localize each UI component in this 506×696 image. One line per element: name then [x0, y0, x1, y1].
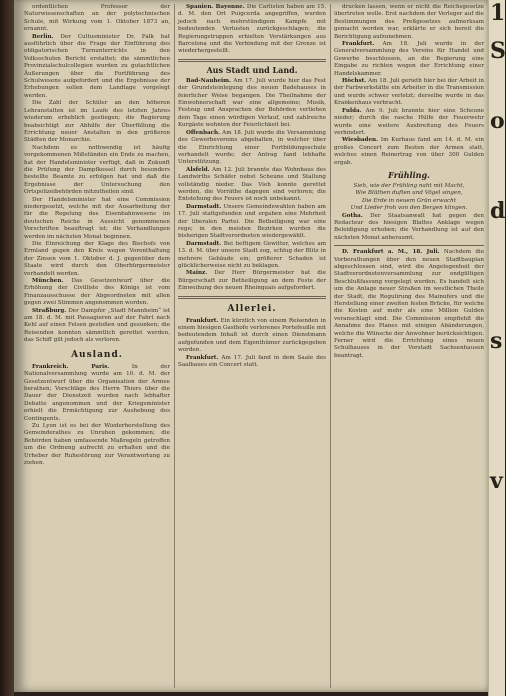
article-paragraph: [334, 78, 484, 108]
article-paragraph: [24, 364, 170, 423]
article-text: Am 18. Juli wurde in der Generalversammlung des Vereins für Handel und Gewerbe beschlossen, an die Regierung eine Eingabe zu richten wegen der Errichtung einer Handelskammer.: [334, 41, 485, 77]
poem-line: Sieh, wie der Frühling naht mit Macht,: [353, 182, 465, 189]
dateline: D. Frankfurt a. M., 18. Juli.: [342, 249, 440, 256]
book-spine: [0, 0, 14, 696]
dateline: Frankfurt.: [186, 354, 219, 361]
article-text: Bei heftigem Gewitter, welches am 13. d. M. über unsere Stadt zog, schlug der Blitz in mehrere Gebäude ein; größerer Schaden ist glücklicherweise nicht zu beklagen.: [178, 240, 326, 269]
poem-line: Die Erde in neuem Grün erwacht: [361, 197, 457, 204]
article-paragraph: [334, 213, 484, 243]
column-rule: [174, 4, 175, 688]
article-paragraph: [334, 137, 484, 167]
dateline: Darmstadt.: [186, 240, 222, 247]
article-text: Der Dampfer „Stadt Mannheim“ ist am 18. d. M. mit Passagieren auf der Fahrt nach Kehl auf einen Felsen gestoßen und gesunken; die Reisenden konnten sämmtlich gerettet werden, das Schiff gilt jedoch als verloren.: [24, 307, 170, 344]
article-paragraph: [178, 130, 326, 167]
article-paragraph: [178, 270, 326, 292]
article-text: Nachdem es nothwendig ist häufig vorgekommenen Mißständen ein Ende zu machen, hat der Handelsminister verfügt, daß in Zukunft die Prüfung der Dampfkessel durch besonders bestellte Beamte zu erfolgen hat und daß die Ergebnisse der Untersuchung den Ortspolizeibehörden mitzutheilen sind.: [24, 144, 170, 196]
dateline: Wiesbaden.: [342, 137, 379, 144]
edge-letter: S: [490, 38, 506, 64]
poem-line: Und Lieder froh von den Bergen klingen.: [350, 205, 468, 212]
article-paragraph: [24, 34, 170, 101]
dateline: Darmstadt.: [186, 203, 222, 210]
article-text: Unsere Gemeindewahlen haben am 17. Juli stattgefunden und ergaben eine Mehrheit der liberalen Partei. Die Betheiligung war eine rege; in den meisten Bezirken wurden die bisherigen Stadtverordneten wiedergewählt.: [178, 203, 326, 240]
dateline: Offenbach.: [186, 129, 221, 136]
dateline: Alsfeld.: [186, 166, 210, 173]
dateline: Frankfurt.: [342, 41, 375, 48]
dateline: Frankfurt.: [186, 317, 219, 324]
dateline: Straßburg.: [32, 307, 67, 314]
dateline: Spanien. Bayonne.: [186, 4, 245, 10]
article-text: In der Nationalversammlung wurde am 10. d. M. der Gesetzentwurf über die Organisation der Armee berathen; Vorschläge des Herrn Thiers über die Dauer der Dienstzeit wurden nach lebhafter Debatte angenommen und der Kriegsminister erhielt die Ermächtigung zur Aushebung des Contingents.: [24, 363, 170, 422]
article-text: Das Gesetzentwurf über die Erhöhung der Civilliste des Königs ist vom Finanzausschusse der Abgeordneten mit allen gegen zwei Stimmen angenommen worden.: [24, 278, 171, 307]
article-text: Im Kurhaus fand am 14. d. M. ein großes Concert zum Besten der Armen statt, welches einen Reinertrag von über 300 Gulden ergab.: [334, 137, 484, 166]
dateline: Bad-Nauheim.: [186, 77, 232, 84]
article-text: Am 17. Juli fand in dem Saale des Saalbaues ein Concert statt.: [178, 354, 326, 369]
article-paragraph: [178, 355, 326, 370]
article-text: Der Staatsanwalt hat gegen den Redacteur des hiesigen Blattes Anklage wegen Beleidigung erhoben; die Verhandlung ist auf den nächsten Monat anberaumt.: [334, 212, 484, 241]
column-2: [178, 4, 326, 688]
article-text: ordentlichen Professor der Naturwissenschaften an der polytechnischen Schule, mit Wirkung vom 1. Oktober 1873 an, ernannt.: [24, 4, 170, 33]
article-paragraph: [178, 78, 326, 130]
section-heading-ausland: Ausland.: [71, 349, 123, 360]
column-rule: [330, 4, 331, 688]
article-paragraph: [334, 249, 484, 360]
edge-letter: v: [490, 468, 503, 494]
dateline: Fulda.: [342, 107, 362, 114]
article-paragraph: [178, 204, 326, 241]
article-text: Die Carlisten haben am 15. d. M. den Ort Puigcerda angegriffen, wurden jedoch nach mehrstündigem Kampfe mit bedeutenden Verlusten zurückgeschlagen; die Regierungstruppen erhielten Verstärkungen aus Barcelona und die Verbindung mit der Grenze ist wiederhergestellt.: [178, 4, 327, 55]
article-text: Am 18. Juli wurde die Versammlung des Gewerbevereins abgehalten, in welcher über die Einrichtung einer Fortbildungsschule verhandelt wurde; der Antrag fand lebhafte Unterstützung.: [178, 129, 326, 166]
edge-letter: 1: [490, 0, 506, 26]
article-text: Am 12. Juli brannte das Wohnhaus des Landwirths Schäfer nebst Scheune und Stallung vollständig nieder. Das Vieh konnte gerettet werden, die Vorräthe dagegen sind verloren; die Entstehung des Feuers ist noch unbekannt.: [178, 166, 326, 203]
edge-letter: o: [490, 108, 505, 134]
dateline: Frankreich. Paris.: [32, 363, 110, 370]
column-1: [24, 4, 170, 688]
article-text: Zu Lyon ist es bei der Wiederherstellung des Gemeinderathes zu Unruhen gekommen; die Behörden haben umfassende Maßregeln getroffen um die Ordnung aufrecht zu erhalten und die Urheber der Ruhestörung zur Verantwortung zu ziehen.: [24, 422, 170, 466]
edge-letter: d: [490, 198, 506, 224]
edge-letter: s: [490, 328, 503, 354]
article-paragraph: [178, 4, 326, 56]
section-heading-allerlei: Allerlei.: [227, 303, 277, 314]
article-text: Die Einreichung der Klage des Bischofs von Ermland gegen den Kreis wegen Vorenthaltung der Zinsen vom 1. Oktober d. J. gegenüber dem Staate wird durch den Oberbürgermeister verhandelt werden.: [24, 241, 170, 277]
article-text: Am 17. Juli wurde hier das Fest der Grundsteinlegung des neuen Badehauses in feierlicher Weise begangen. Die Theilnahme der Einwohnerschaft war eine allgemeine; Musik, Festzug und Ansprachen der Behörden verliehen dem Tage einen würdigen Verlauf, und zahlreiche Kurgäste wohnten der Feierlichkeit bei.: [178, 77, 326, 129]
dateline: Mainz.: [186, 270, 208, 277]
dateline: München.: [32, 278, 64, 285]
poem-line: Wie Blüthen duften und Vögel singen,: [355, 190, 463, 197]
column-3: [334, 4, 484, 688]
article-text: Der Herr Bürgermeister hat die Bürgerschaft zur Betheiligung an dem Feste der Einweihung des neuen Rheinquais aufgefordert.: [178, 270, 326, 292]
article-text: drucken lassen, wenn er nicht die Reichsgesetze übertreten wolle. Erst nachdem der Verleger auf die Bestimmungen des Preßgesetzes aufmerksam gemacht worden war, erklärte er sich bereit die Berichtigung aufzunehmen.: [334, 4, 484, 40]
facing-page-edge: [488, 0, 505, 696]
dateline: Berlin.: [32, 33, 54, 40]
article-text: Ein kürzlich von einem Reisenden in einem hiesigen Gasthofe verlorenes Portefeuille mit bedeutendem Inhalt ist durch einen Dienstmann aufgefunden und dem Eigenthümer zurückgegeben worden.: [178, 317, 326, 354]
dateline: Gotha.: [342, 212, 363, 219]
article-text: Der Handelsminister hat eine Commission niedergesetzt, welche mit der Ausarbeitung der für die Regelung des Eisenbahnwesens im deutschen Reiche in Aussicht genommenen Vorschriften beauftragt ist; die Verhandlungen werden im nächsten Monat beginnen.: [24, 196, 170, 240]
poem-title: Frühling.: [388, 169, 430, 180]
article-paragraph: [178, 167, 326, 204]
article-text: Am 18. Juli gerieth hier bei der Arbeit in der Farbwerkstätte ein Arbeiter in die Transmission und wurde schwer verletzt; derselbe wurde in das Krankenhaus verbracht.: [334, 78, 484, 107]
section-heading-stadt-und-land: Aus Stadt und Land.: [206, 64, 298, 75]
section-divider: [178, 59, 326, 62]
article-text: Der Cultusminister Dr. Falk hat ausführlich über die Frage der Einführung des obligatorischen Turnunterrichts in den Volksschulen Bericht erstattet; die sämmtlichen Provinzialschulcollegien wurden zu gutachtlichen Äußerungen über die Fortführung des Schulwesens aufgefordert und die Ergebnisse der Erhebungen sollen dem Landtage vorgelegt werden.: [24, 33, 170, 99]
dateline: Höchst.: [342, 78, 367, 85]
section-divider: [178, 296, 326, 299]
article-text: Nachdem die Vorberathungen über den neuen Stadtbauplan abgeschlossen sind, wird die Angelegenheit der Stadtverordnetenversammlung zur endgültigen Beschlußfassung vorgelegt werden. Es handelt sich um die Anlage neuer Straßen im westlichen Theile der Stadt, die Regulirung des Mainufers und die Herstellung einer zweiten festen Brücke, für welche die Kosten auf mehr als eine Million Gulden veranschlagt sind. Die Commission empfiehlt die Annahme des Planes mit einigen Abänderungen, welche die Wünsche der Anwohner berücksichtigen. Ferner wird die Errichtung eines neuen Schulhauses in der Vorstadt Sachsenhausen beantragt.: [334, 249, 485, 359]
article-paragraph: [334, 41, 484, 78]
article-paragraph: [178, 241, 326, 271]
article-paragraph: [24, 308, 170, 345]
section-divider: [334, 245, 484, 246]
article-text: Die Zahl der Schüler an den höheren Lehranstalten ist im Laufe des letzten Jahres wiederum erheblich gestiegen; die Regierung beabsichtigt zur Abhilfe der Überfüllung die Errichtung neuer Anstalten in den größeren Städten der Monarchie.: [24, 100, 170, 144]
article-paragraph: [178, 318, 326, 355]
poem: [334, 170, 484, 213]
article-paragraph: [24, 278, 170, 308]
article-text: Am 9. Juli brannte hier eine Scheune nieder; durch die rasche Hülfe der Feuerwehr wurde eine weitere Ausbreitung des Feuers verhindert.: [334, 107, 484, 136]
article-paragraph: [334, 108, 484, 138]
